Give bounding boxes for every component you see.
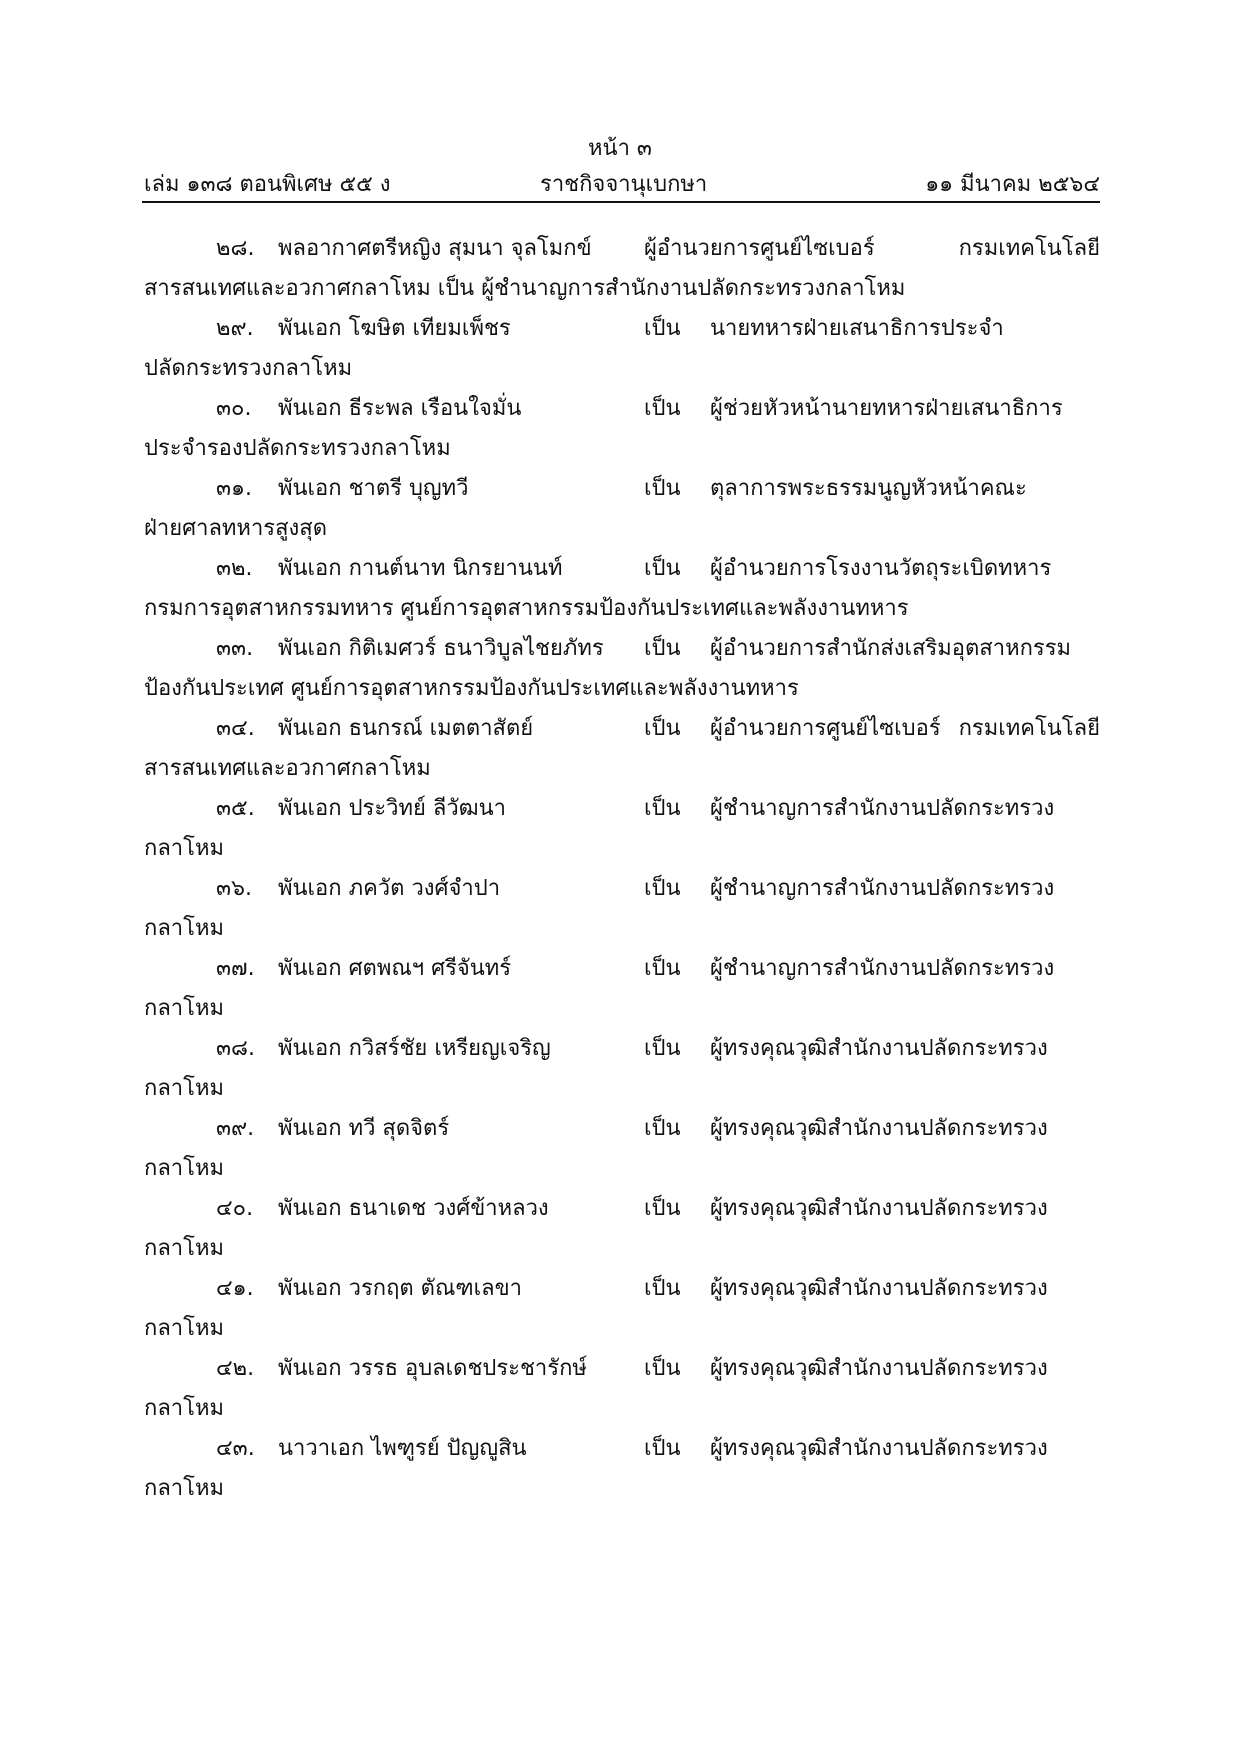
entry-person: พันเอก ภควัต วงศ์จำปา bbox=[278, 876, 501, 901]
entry-person: พันเอก กวิสร์ชัย เหรียญเจริญ bbox=[278, 1036, 551, 1061]
list-item bbox=[144, 950, 1100, 1030]
entry-person: พันเอก ศตพณฯ ศรีจันทร์ bbox=[278, 956, 512, 981]
list-item bbox=[144, 1110, 1100, 1190]
entry-continuation: กลาโหม bbox=[144, 1236, 224, 1261]
list-item bbox=[144, 390, 1100, 470]
entry-role: ตุลาการพระธรรมนูญหัวหน้าคณะ bbox=[710, 476, 1027, 501]
entry-number: ๓๑. bbox=[216, 476, 252, 501]
entry-person: พันเอก วรกฤต ตัณฑเลขา bbox=[278, 1276, 523, 1301]
entry-role: ผู้ทรงคุณวุฒิสำนักงานปลัดกระทรวง bbox=[710, 1116, 1048, 1141]
page-number: หน้า ๓ bbox=[588, 136, 652, 161]
entry-continuation: กลาโหม bbox=[144, 1476, 224, 1501]
list-item bbox=[144, 470, 1100, 550]
entry-role: ผู้ทรงคุณวุฒิสำนักงานปลัดกระทรวง bbox=[710, 1436, 1048, 1461]
entry-verb: เป็น bbox=[644, 316, 681, 341]
appointment-list bbox=[144, 230, 1100, 1510]
entry-person: พลอากาศตรีหญิง สุมนา จุลโมกข์ bbox=[278, 236, 592, 261]
list-item bbox=[144, 1030, 1100, 1110]
entry-continuation: ป้องกันประเทศ ศูนย์การอุตสาหกรรมป้องกันประเทศและพลังงานทหาร bbox=[144, 676, 799, 701]
entry-role: ผู้ชำนาญการสำนักงานปลัดกระทรวง bbox=[710, 796, 1055, 821]
entry-role: ผู้อำนวยการสำนักส่งเสริมอุตสาหกรรม bbox=[710, 636, 1072, 661]
entry-continuation: กลาโหม bbox=[144, 836, 224, 861]
entry-person: พันเอก โฆษิต เทียมเพ็ชร bbox=[278, 316, 511, 341]
entry-verb: เป็น bbox=[644, 396, 681, 421]
entry-number: ๔๓. bbox=[216, 1436, 255, 1461]
entry-number: ๓๐. bbox=[216, 396, 252, 421]
entry-verb: เป็น bbox=[644, 1116, 681, 1141]
entry-verb: เป็น bbox=[644, 1036, 681, 1061]
entry-role: ผู้ช่วยหัวหน้านายทหารฝ่ายเสนาธิการ bbox=[710, 396, 1063, 421]
entry-role: ผู้อำนวยการศูนย์ไซเบอร์ กรมเทคโนโลยี bbox=[710, 716, 1100, 741]
entry-number: ๓๕. bbox=[216, 796, 255, 821]
entry-person: พันเอก ธนาเดช วงศ์ข้าหลวง bbox=[278, 1196, 549, 1221]
entry-continuation: กลาโหม bbox=[144, 1156, 224, 1181]
entry-verb: เป็น bbox=[644, 476, 681, 501]
list-item bbox=[144, 870, 1100, 950]
entry-number: ๓๔. bbox=[216, 716, 255, 741]
list-item bbox=[144, 1190, 1100, 1270]
entry-verb: เป็น bbox=[644, 716, 681, 741]
publication-name: ราชกิจจานุเบกษา bbox=[540, 172, 708, 197]
entry-role: ผู้อำนวยการโรงงานวัตถุระเบิดทหาร bbox=[710, 556, 1052, 581]
entry-verb: เป็น bbox=[644, 1436, 681, 1461]
entry-continuation: สารสนเทศและอวกาศกลาโหม bbox=[144, 756, 431, 781]
entry-continuation: กลาโหม bbox=[144, 1076, 224, 1101]
entry-person: นาวาเอก ไพฑูรย์ ปัญญูสิน bbox=[278, 1436, 527, 1461]
entry-person: พันเอก วรรธ อุบลเดชประชารักษ์ bbox=[278, 1356, 587, 1381]
running-header bbox=[144, 166, 1100, 196]
list-item bbox=[144, 790, 1100, 870]
entry-number: ๔๑. bbox=[216, 1276, 254, 1301]
entry-verb: เป็น bbox=[644, 1196, 681, 1221]
entry-continuation: ปลัดกระทรวงกลาโหม bbox=[144, 356, 353, 381]
entry-role: ผู้ทรงคุณวุฒิสำนักงานปลัดกระทรวง bbox=[710, 1276, 1048, 1301]
entry-continuation: กลาโหม bbox=[144, 1396, 224, 1421]
entry-number: ๔๐. bbox=[216, 1196, 254, 1221]
entry-person: พันเอก ชาตรี บุญทวี bbox=[278, 476, 469, 501]
entry-person: พันเอก ธนกรณ์ เมตตาสัตย์ bbox=[278, 716, 534, 741]
entry-verb: เป็น bbox=[644, 556, 681, 581]
list-item bbox=[144, 1270, 1100, 1350]
entry-continuation: กรมการอุตสาหกรรมทหาร ศูนย์การอุตสาหกรรมป้องกันประเทศและพลังงานทหาร bbox=[144, 596, 909, 621]
entry-continuation: กลาโหม bbox=[144, 916, 224, 941]
entry-person: พันเอก ธีระพล เรือนใจมั่น bbox=[278, 396, 522, 421]
entry-number: ๓๙. bbox=[216, 1116, 255, 1141]
entry-role: นายทหารฝ่ายเสนาธิการประจำ bbox=[710, 316, 1004, 341]
entry-number: ๓๘. bbox=[216, 1036, 256, 1061]
list-item bbox=[144, 230, 1100, 310]
entry-continuation: กลาโหม bbox=[144, 996, 224, 1021]
list-item bbox=[144, 310, 1100, 390]
entry-role: ผู้ชำนาญการสำนักงานปลัดกระทรวง bbox=[710, 956, 1055, 981]
entry-role: ผู้ชำนาญการสำนักงานปลัดกระทรวง bbox=[710, 876, 1055, 901]
entry-continuation: ประจำรองปลัดกระทรวงกลาโหม bbox=[144, 436, 451, 461]
entry-continuation: กลาโหม bbox=[144, 1316, 224, 1341]
entry-verb: เป็น bbox=[644, 1276, 681, 1301]
entry-continuation: ฝ่ายศาลทหารสูงสุด bbox=[144, 516, 327, 541]
entry-number: ๒๘. bbox=[216, 236, 255, 261]
entry-person: พันเอก ทวี สุดจิตร์ bbox=[278, 1116, 450, 1141]
entry-number: ๒๙. bbox=[216, 316, 254, 341]
volume-issue: เล่ม ๑๓๘ ตอนพิเศษ ๕๕ ง bbox=[144, 172, 391, 197]
entry-person: พันเอก กิติเมศวร์ ธนาวิบูลไชยภัทร bbox=[278, 636, 604, 661]
entry-number: ๔๒. bbox=[216, 1356, 255, 1381]
entry-verb: เป็น bbox=[644, 636, 681, 661]
entry-person: พันเอก ประวิทย์ ลีวัฒนา bbox=[278, 796, 507, 821]
entry-number: ๓๗. bbox=[216, 956, 255, 981]
entry-role: ผู้ทรงคุณวุฒิสำนักงานปลัดกระทรวง bbox=[710, 1356, 1048, 1381]
entry-role: ผู้อำนวยการศูนย์ไซเบอร์ กรมเทคโนโลยี bbox=[644, 236, 1100, 261]
entry-verb: เป็น bbox=[644, 956, 681, 981]
entry-number: ๓๓. bbox=[216, 636, 254, 661]
entry-continuation: สารสนเทศและอวกาศกลาโหม เป็น ผู้ชำนาญการสำนักงานปลัดกระทรวงกลาโหม bbox=[144, 276, 906, 301]
entry-number: ๓๒. bbox=[216, 556, 253, 581]
list-item bbox=[144, 1430, 1100, 1510]
header-divider bbox=[142, 201, 1100, 203]
entry-role: ผู้ทรงคุณวุฒิสำนักงานปลัดกระทรวง bbox=[710, 1196, 1048, 1221]
list-item bbox=[144, 550, 1100, 630]
list-item bbox=[144, 710, 1100, 790]
entry-number: ๓๖. bbox=[216, 876, 252, 901]
entry-verb: เป็น bbox=[644, 876, 681, 901]
entry-role: ผู้ทรงคุณวุฒิสำนักงานปลัดกระทรวง bbox=[710, 1036, 1048, 1061]
entry-person: พันเอก กานต์นาท นิกรยานนท์ bbox=[278, 556, 563, 581]
entry-verb: เป็น bbox=[644, 796, 681, 821]
list-item bbox=[144, 1350, 1100, 1430]
issue-date: ๑๑ มีนาคม ๒๕๖๔ bbox=[925, 172, 1100, 197]
entry-verb: เป็น bbox=[644, 1356, 681, 1381]
list-item bbox=[144, 630, 1100, 710]
